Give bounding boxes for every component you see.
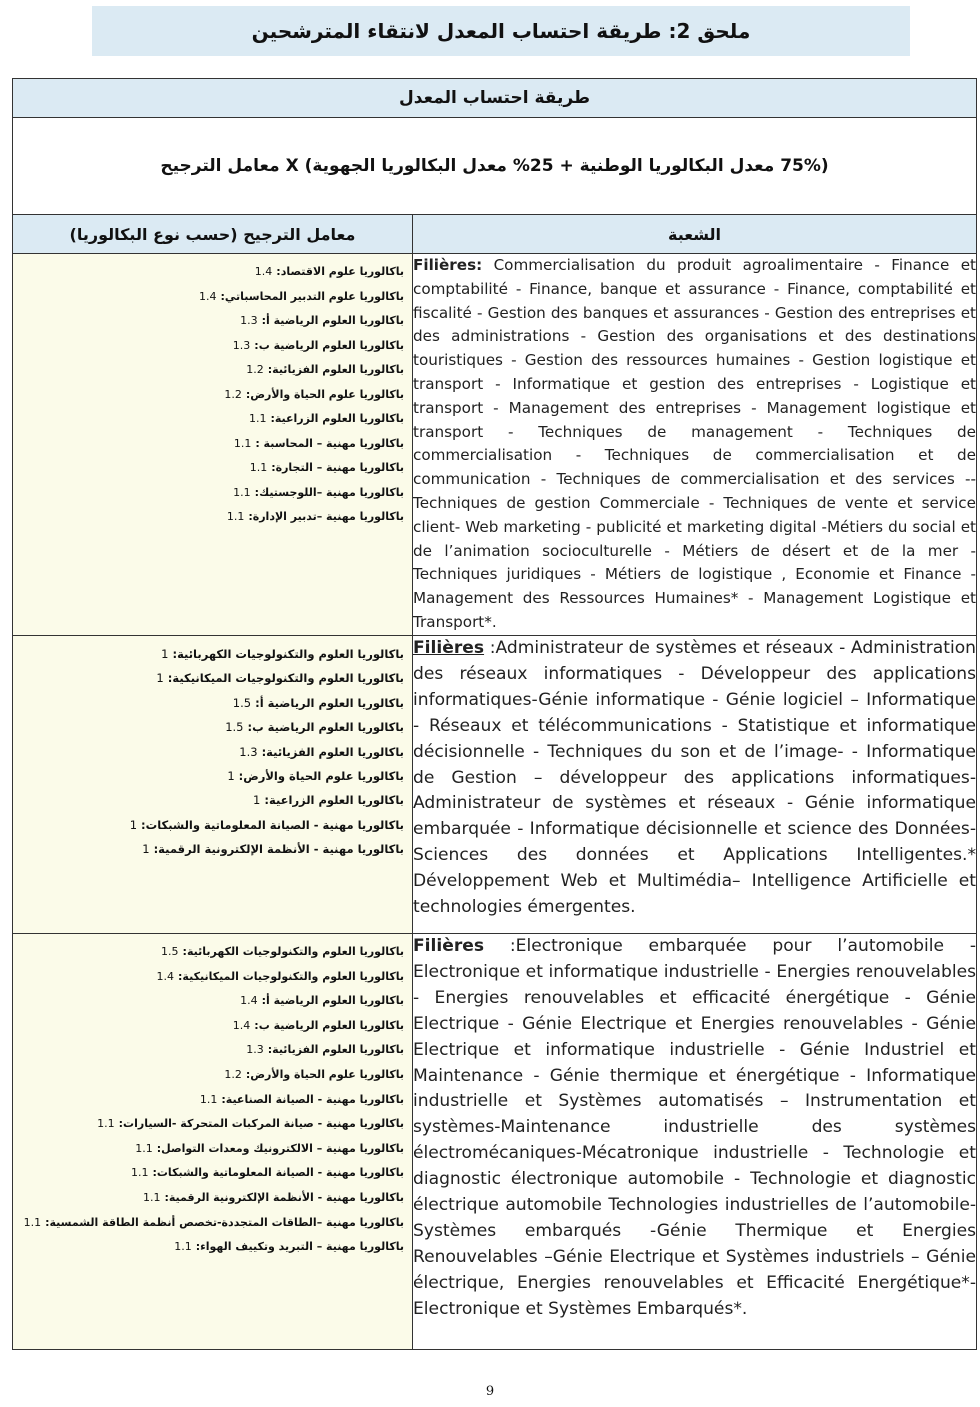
- filiere-cell: [413, 636, 977, 934]
- coef-item: باكالوريا العلوم الزراعية:1: [253, 793, 404, 808]
- coef-item: باكالوريا مهنية – التبريد وتكييف الهواء:1.1: [174, 1240, 404, 1254]
- coef-item: باكالوريا مهنية - الأنظمة الإلكترونية الرقمية:1: [142, 842, 404, 857]
- coef-item: باكالوريا العلوم الفزيائية:1.2: [246, 363, 404, 376]
- coef-item: باكالوريا مهنية – التجارة:1.1: [249, 461, 404, 474]
- section-title: طريقة احتساب المعدل: [13, 79, 977, 118]
- coef-item: باكالوريا مهنية - صيانة المركبات المتحركة -السيارات:1.1: [97, 1117, 404, 1131]
- coef-item: باكالوريا العلوم والتكنولوجيات الكهربائية:1.5: [161, 945, 404, 958]
- coef-item: باكالوريا العلوم والتكنولوجيات الميكانيكية:1: [156, 671, 404, 686]
- coef-item: باكالوريا مهنية – الالكترونيك ومعدات التواصل:1.1: [135, 1141, 404, 1155]
- filiere-column-header: الشعبة: [413, 215, 977, 254]
- coef-item: باكالوريا العلوم الرياضية ب:1.3: [232, 338, 404, 352]
- coef-item: باكالوريا علوم الاقتصاد:1.4: [254, 265, 404, 278]
- coef-item: باكالوريا مهنية - الصيانة المعلوماتية والشبكات:1.1: [130, 1166, 404, 1180]
- coef-item: باكالوريا العلوم الرياضية ب:1.4: [232, 1018, 404, 1032]
- coef-item: باكالوريا علوم الحياة والأرض:1: [227, 768, 404, 783]
- coef-list: [13, 934, 412, 1260]
- page-number: 9: [485, 1384, 495, 1399]
- coef-item: باكالوريا العلوم الرياضية ب:1.5: [225, 720, 404, 735]
- coef-item: باكالوريا مهنية – المحاسبة :1.1: [233, 436, 404, 450]
- coef-item: باكالوريا العلوم والتكنولوجيات الميكانيكية:1.4: [156, 969, 404, 983]
- coef-item: باكالوريا العلوم الرياضية أ:1.4: [240, 994, 404, 1008]
- coef-item: باكالوريا العلوم الفزيائية:1.3: [239, 744, 404, 759]
- coef-item: باكالوريا مهنية –الطاقات المتجددة-تخصص أنظمة الطاقة الشمسية:1.1: [23, 1215, 404, 1229]
- coef-item: باكالوريا علوم الحياة والأرض:1.2: [224, 1067, 404, 1081]
- coef-list: [13, 636, 412, 862]
- coef-item: باكالوريا العلوم الفزيائية:1.3: [246, 1043, 404, 1057]
- annex-title: ملحق 2: طريقة احتساب المعدل لانتقاء المترشحين: [92, 6, 910, 56]
- coef-cell: [13, 254, 413, 636]
- filiere-label: Filières: [413, 936, 485, 956]
- table-row: [13, 636, 977, 934]
- table-row: [13, 934, 977, 1350]
- coef-item: باكالوريا مهنية - الصيانة الصناعية:1.1: [199, 1092, 404, 1106]
- average-calculation-table: [12, 78, 977, 1350]
- filiere-label: Filières: [413, 638, 485, 658]
- filiere-cell: [413, 254, 977, 636]
- filiere-text: :Administrateur de systèmes et réseaux - Administration des réseaux informatiques - Développeur des applications informatiques-Génie informatique - Génie logiciel – Informatique - Réseaux et télécommunications - Statistique et informatique décisionnelle - Techniques du son et de l’image- - Informatique de Gestion – développeur des applications informatiques- Administrateur de systèmes et réseaux - Génie informatique embarquée - Informatique décisionnelle et science des Données- Sciences des données et Applications Intelligentes.* Développement Web et Multimédia– Intelligence Artificielle et technologies émergentes.: [413, 638, 977, 918]
- coef-list: [13, 254, 412, 530]
- coef-item: باكالوريا علوم التدبير المحاسباتي:1.4: [199, 289, 404, 303]
- filiere-cell: [413, 934, 977, 1350]
- coef-item: باكالوريا العلوم والتكنولوجيات الكهربائية:1: [161, 647, 404, 661]
- filiere-text: :Electronique embarquée pour l’automobile - Electronique et informatique industrielle - Energies renouvelables - Energies renouvelables et efficacité énergétique - Génie Electrique - Génie Electrique et Energies renouvelables - Génie Electrique et informatique industrielle - Génie Industriel et Maintenance - Génie thermique et énergétique - Informatique industrielle et Systèmes automatisés – Instrumentation et systèmes-Maintenance industrielle des systèmes électromécaniques-Mécatronique industrielle - Technologie et diagnostic électronique automobile - Technologie et diagnostic électrique automobile Technologies industrielles de l’automobile-Systèmes embarqués -Génie Thermique et Energies Renouvelables –Génie Electrique et Systèmes industriels – Génie électrique, Energies renouvelables et Efficacité Energétique*- Electronique et Systèmes Embarqués*.: [413, 936, 977, 1319]
- coef-item: باكالوريا العلوم الرياضية أ:1.5: [232, 695, 404, 710]
- coef-item: باكالوريا علوم الحياة والأرض:1.2: [224, 387, 404, 401]
- coef-cell: [13, 636, 413, 934]
- filiere-text: Commercialisation du produit agroalimentaire - Finance et comptabilité - Finance, banque et assurance - Finance, comptabilité et fiscalité - Gestion des banques et assurances - Gestion des entreprises et des administrations - Gestion des organisations et des destinations touristiques - Gestion des ressources humaines - Gestion logistique et transport - Informatique et gestion des entreprises - Logistique et transport - Management des entreprises - Management logistique et transport - Techniques de management - Techniques de commercialisation - Techniques de commercialisation et de communication - Techniques de commercialisation et des services -- Techniques de gestion Commerciale - Techniques de vente et service client- Web marketing - publicité et marketing digital -Métiers du social et de l’animation socioculturelle - Métiers de désert et de la mer -Techniques juridiques - Métiers de logistique , Economie et Finance - Management des Ressources Humaines* - Management Logistique et Transport*.: [413, 256, 977, 631]
- coef-item: باكالوريا مهنية - الأنظمة الإلكترونية الرقمية:1.1: [142, 1190, 404, 1204]
- formula: (75% معدل البكالوريا الوطنية + 25% معدل البكالوريا الجهوية) X معامل الترجيح: [13, 118, 977, 215]
- coef-column-header: معامل الترجيح (حسب نوع البكالوريا): [13, 215, 413, 254]
- coef-item: باكالوريا مهنية –تدبير الإدارة:1.1: [226, 510, 404, 523]
- coef-cell: [13, 934, 413, 1350]
- table-row: [13, 254, 977, 636]
- coef-item: باكالوريا العلوم الرياضية أ:1.3: [240, 314, 404, 327]
- coef-item: باكالوريا مهنية –اللوجستيك:1.1: [233, 485, 404, 499]
- coef-item: باكالوريا العلوم الزراعية:1.1: [248, 412, 404, 425]
- coef-item: باكالوريا مهنية - الصيانة المعلوماتية والشبكات:1: [129, 817, 404, 832]
- filiere-label: Filières:: [413, 256, 483, 274]
